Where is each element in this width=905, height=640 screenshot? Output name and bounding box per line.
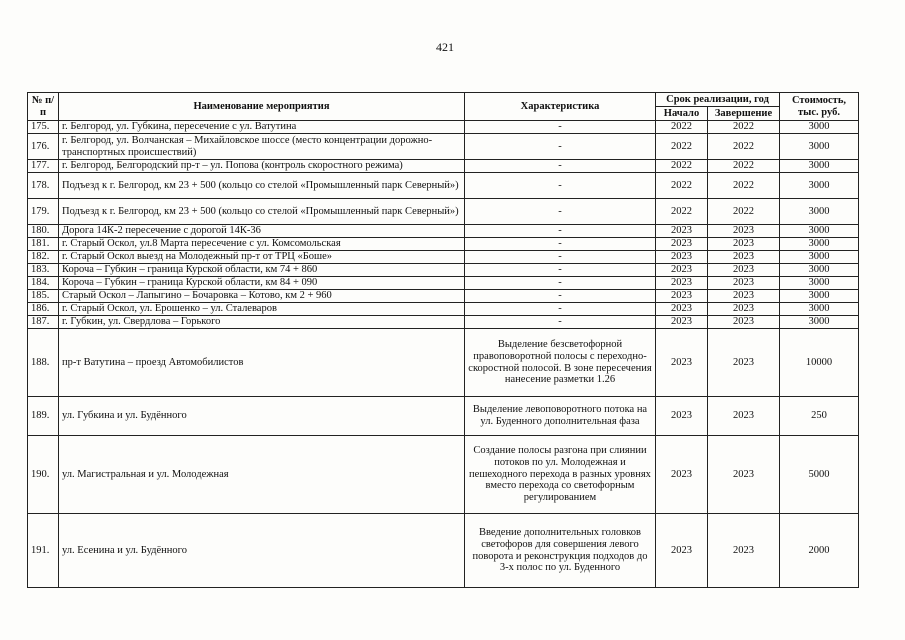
row-name: г. Губкин, ул. Свердлова – Горького (59, 316, 465, 329)
table-header-row (28, 93, 859, 107)
row-number: 181. (28, 238, 59, 251)
row-start-year: 2023 (656, 225, 708, 238)
header-name: Наименование мероприятия (59, 93, 465, 121)
table-row (28, 264, 859, 277)
row-name: Подъезд к г. Белгород, км 23 + 500 (кольцо со стелой «Промышленный парк Северный») (59, 173, 465, 199)
row-end-year: 2022 (708, 121, 780, 134)
row-cost: 3000 (780, 277, 859, 290)
row-start-year: 2022 (656, 134, 708, 160)
table-row (28, 225, 859, 238)
row-number: 183. (28, 264, 59, 277)
row-characteristic: - (465, 121, 656, 134)
row-name: г. Белгород, ул. Волчанская – Михайловское шоссе (место концентрации дорожно-транспортных происшествий) (59, 134, 465, 160)
row-characteristic: - (465, 238, 656, 251)
row-cost: 3000 (780, 225, 859, 238)
row-start-year: 2023 (656, 436, 708, 514)
row-number: 179. (28, 199, 59, 225)
row-characteristic: - (465, 277, 656, 290)
table-row (28, 329, 859, 397)
row-number: 184. (28, 277, 59, 290)
row-cost: 250 (780, 397, 859, 436)
row-cost: 3000 (780, 173, 859, 199)
row-name: ул. Магистральная и ул. Молодежная (59, 436, 465, 514)
row-end-year: 2023 (708, 303, 780, 316)
table-body (28, 121, 859, 588)
table-row (28, 121, 859, 134)
row-characteristic: - (465, 290, 656, 303)
row-cost: 3000 (780, 199, 859, 225)
row-end-year: 2023 (708, 329, 780, 397)
row-characteristic: - (465, 225, 656, 238)
row-name: г. Старый Оскол выезд на Молодежный пр-т от ТРЦ «Боше» (59, 251, 465, 264)
row-name: г. Белгород, ул. Губкина, пересечение с ул. Ватутина (59, 121, 465, 134)
row-cost: 3000 (780, 238, 859, 251)
row-end-year: 2022 (708, 173, 780, 199)
table-row (28, 251, 859, 264)
row-characteristic: Выделение левоповоротного потока на ул. Буденного дополнительная фаза (465, 397, 656, 436)
table-row (28, 199, 859, 225)
row-number: 180. (28, 225, 59, 238)
row-end-year: 2023 (708, 514, 780, 588)
row-end-year: 2023 (708, 225, 780, 238)
row-cost: 3000 (780, 160, 859, 173)
row-name: г. Белгород, Белгородский пр-т – ул. Попова (контроль скоростного режима) (59, 160, 465, 173)
row-characteristic: - (465, 173, 656, 199)
row-characteristic: - (465, 160, 656, 173)
header-characteristic: Характеристика (465, 93, 656, 121)
row-characteristic: Выделение безсветофорной правоповоротной полосы с переходно-скоростной полосой. В зоне пересечения нанесение разметки 1.26 (465, 329, 656, 397)
table-row (28, 436, 859, 514)
row-name: г. Старый Оскол, ул. Ерошенко – ул. Сталеваров (59, 303, 465, 316)
row-start-year: 2023 (656, 316, 708, 329)
table-row (28, 303, 859, 316)
header-num: № п/п (28, 93, 59, 121)
row-end-year: 2023 (708, 238, 780, 251)
row-start-year: 2023 (656, 290, 708, 303)
table-row (28, 514, 859, 588)
table-row (28, 397, 859, 436)
row-number: 187. (28, 316, 59, 329)
row-cost: 2000 (780, 514, 859, 588)
header-period: Срок реализации, год (656, 93, 780, 107)
row-start-year: 2023 (656, 303, 708, 316)
row-cost: 3000 (780, 290, 859, 303)
table-row (28, 316, 859, 329)
row-cost: 3000 (780, 264, 859, 277)
row-end-year: 2023 (708, 251, 780, 264)
measures-table (27, 92, 859, 588)
row-name: г. Старый Оскол, ул.8 Марта пересечение с ул. Комсомольская (59, 238, 465, 251)
row-name: ул. Есенина и ул. Будённого (59, 514, 465, 588)
row-number: 177. (28, 160, 59, 173)
row-cost: 3000 (780, 251, 859, 264)
row-start-year: 2023 (656, 397, 708, 436)
row-characteristic: - (465, 264, 656, 277)
row-end-year: 2023 (708, 436, 780, 514)
row-name: Короча – Губкин – граница Курской области, км 74 + 860 (59, 264, 465, 277)
row-end-year: 2022 (708, 160, 780, 173)
row-number: 186. (28, 303, 59, 316)
page-number: 421 (436, 40, 454, 54)
row-cost: 5000 (780, 436, 859, 514)
row-start-year: 2022 (656, 160, 708, 173)
row-start-year: 2023 (656, 514, 708, 588)
table-row (28, 134, 859, 160)
row-number: 190. (28, 436, 59, 514)
row-end-year: 2022 (708, 199, 780, 225)
row-end-year: 2023 (708, 316, 780, 329)
table-row (28, 160, 859, 173)
row-end-year: 2023 (708, 397, 780, 436)
row-characteristic: - (465, 134, 656, 160)
row-start-year: 2023 (656, 238, 708, 251)
row-start-year: 2022 (656, 121, 708, 134)
table-row (28, 290, 859, 303)
row-cost: 3000 (780, 316, 859, 329)
table-row (28, 173, 859, 199)
row-start-year: 2023 (656, 251, 708, 264)
row-start-year: 2023 (656, 277, 708, 290)
row-number: 182. (28, 251, 59, 264)
header-cost: Стоимость, тыс. руб. (780, 93, 859, 121)
row-name: Старый Оскол – Лапыгино – Бочаровка – Котово, км 2 + 960 (59, 290, 465, 303)
row-start-year: 2022 (656, 173, 708, 199)
row-characteristic: Создание полосы разгона при слиянии потоков по ул. Молодежная и пешеходного перехода в разных уровнях вместо перехода со светофорным регулированием (465, 436, 656, 514)
row-name: Короча – Губкин – граница Курской области, км 84 + 090 (59, 277, 465, 290)
row-name: ул. Губкина и ул. Будённого (59, 397, 465, 436)
row-number: 188. (28, 329, 59, 397)
row-number: 176. (28, 134, 59, 160)
row-end-year: 2023 (708, 290, 780, 303)
row-number: 178. (28, 173, 59, 199)
row-characteristic: - (465, 251, 656, 264)
row-end-year: 2023 (708, 264, 780, 277)
row-number: 175. (28, 121, 59, 134)
row-number: 191. (28, 514, 59, 588)
row-characteristic: Введение дополнительных головков светофоров для совершения левого поворота и реконструкция подходов до 3-х полос по ул. Буденного (465, 514, 656, 588)
header-start: Начало (656, 107, 708, 121)
row-cost: 3000 (780, 121, 859, 134)
row-name: пр-т Ватутина – проезд Автомобилистов (59, 329, 465, 397)
row-name: Дорога 14К-2 пересечение с дорогой 14К-36 (59, 225, 465, 238)
row-start-year: 2023 (656, 264, 708, 277)
table-row (28, 238, 859, 251)
row-characteristic: - (465, 316, 656, 329)
row-start-year: 2022 (656, 199, 708, 225)
row-cost: 3000 (780, 134, 859, 160)
row-end-year: 2022 (708, 134, 780, 160)
row-name: Подъезд к г. Белгород, км 23 + 500 (кольцо со стелой «Промышленный парк Северный») (59, 199, 465, 225)
row-start-year: 2023 (656, 329, 708, 397)
row-characteristic: - (465, 303, 656, 316)
row-cost: 3000 (780, 303, 859, 316)
table-row (28, 277, 859, 290)
row-number: 185. (28, 290, 59, 303)
header-end: Завершение (708, 107, 780, 121)
row-end-year: 2023 (708, 277, 780, 290)
row-cost: 10000 (780, 329, 859, 397)
row-number: 189. (28, 397, 59, 436)
row-characteristic: - (465, 199, 656, 225)
